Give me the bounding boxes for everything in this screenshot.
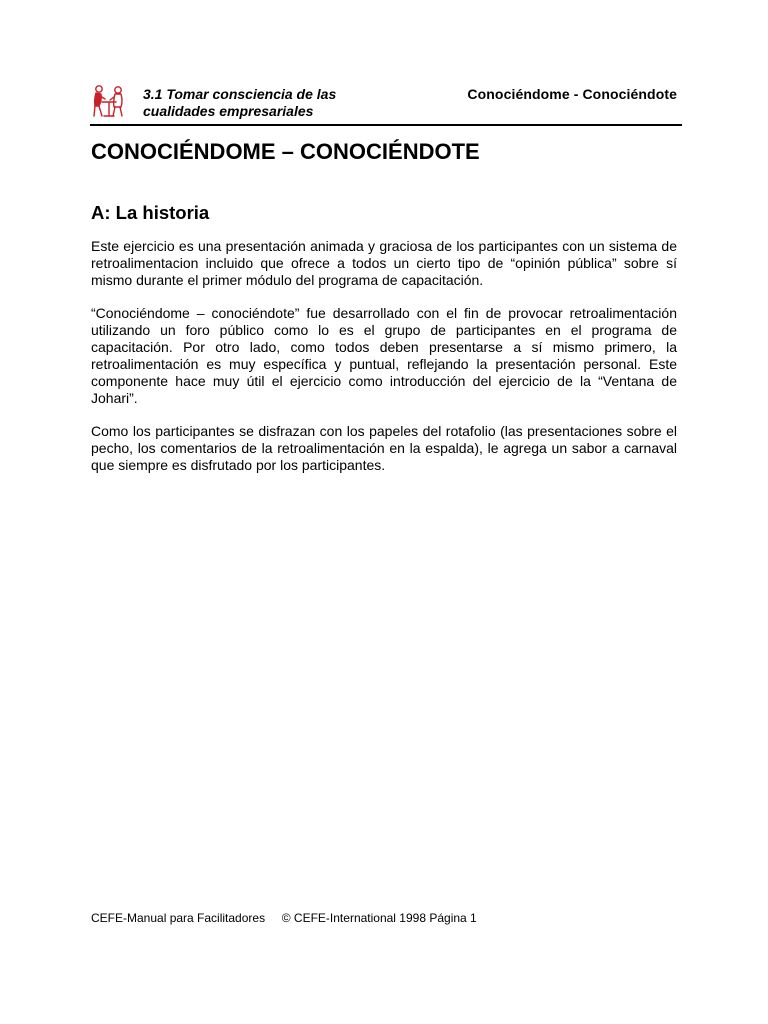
header-section-title-line1: 3.1 Tomar consciencia de las <box>143 86 337 102</box>
page-footer <box>91 911 477 925</box>
page-title: CONOCIÉNDOME – CONOCIÉNDOTE <box>91 139 480 164</box>
footer-manual: CEFE-Manual para Facilitadores <box>91 911 266 925</box>
footer-page-number: Página 1 <box>429 911 477 925</box>
header-section-title <box>143 86 413 120</box>
footer-copyright: © CEFE-International 1998 <box>281 911 427 925</box>
body-text <box>91 238 677 490</box>
header-section-title-line2: cualidades empresariales <box>143 103 314 119</box>
header-running-title: Conociéndome - Conociéndote <box>467 86 677 102</box>
paragraph-2: “Conociéndome – conociéndote” fue desarrollado con el fin de provocar retroalimentación utilizando un foro público como lo es el grupo de participantes en el programa de capacitación. Por otro lado, como todos deben presentarse a sí mismo primero, la retroalimentación es muy específica y puntual, reflejando la presentación personal. Este componente hace muy útil el ejercicio como introducción del ejercicio de la “Ventana de Johari”. <box>91 305 677 406</box>
paragraph-3: Como los participantes se disfrazan con los papeles del rotafolio (las presentaciones sobre el pecho, los comentarios de la retroalimentación en la espalda), le agrega un sabor a carnaval que siempre es disfrutado por los participantes. <box>91 423 677 473</box>
paragraph-1: Este ejercicio es una presentación animada y graciosa de los participantes con un sistema de retroalimentacion incluido que ofrece a todos un cierto tipo de “opinión pública” sobre sí mismo durante el primer módulo del programa de capacitación. <box>91 238 677 288</box>
section-heading: A: La historia <box>91 202 210 223</box>
cefe-logo-icon <box>90 82 128 120</box>
header-rule <box>90 124 682 126</box>
